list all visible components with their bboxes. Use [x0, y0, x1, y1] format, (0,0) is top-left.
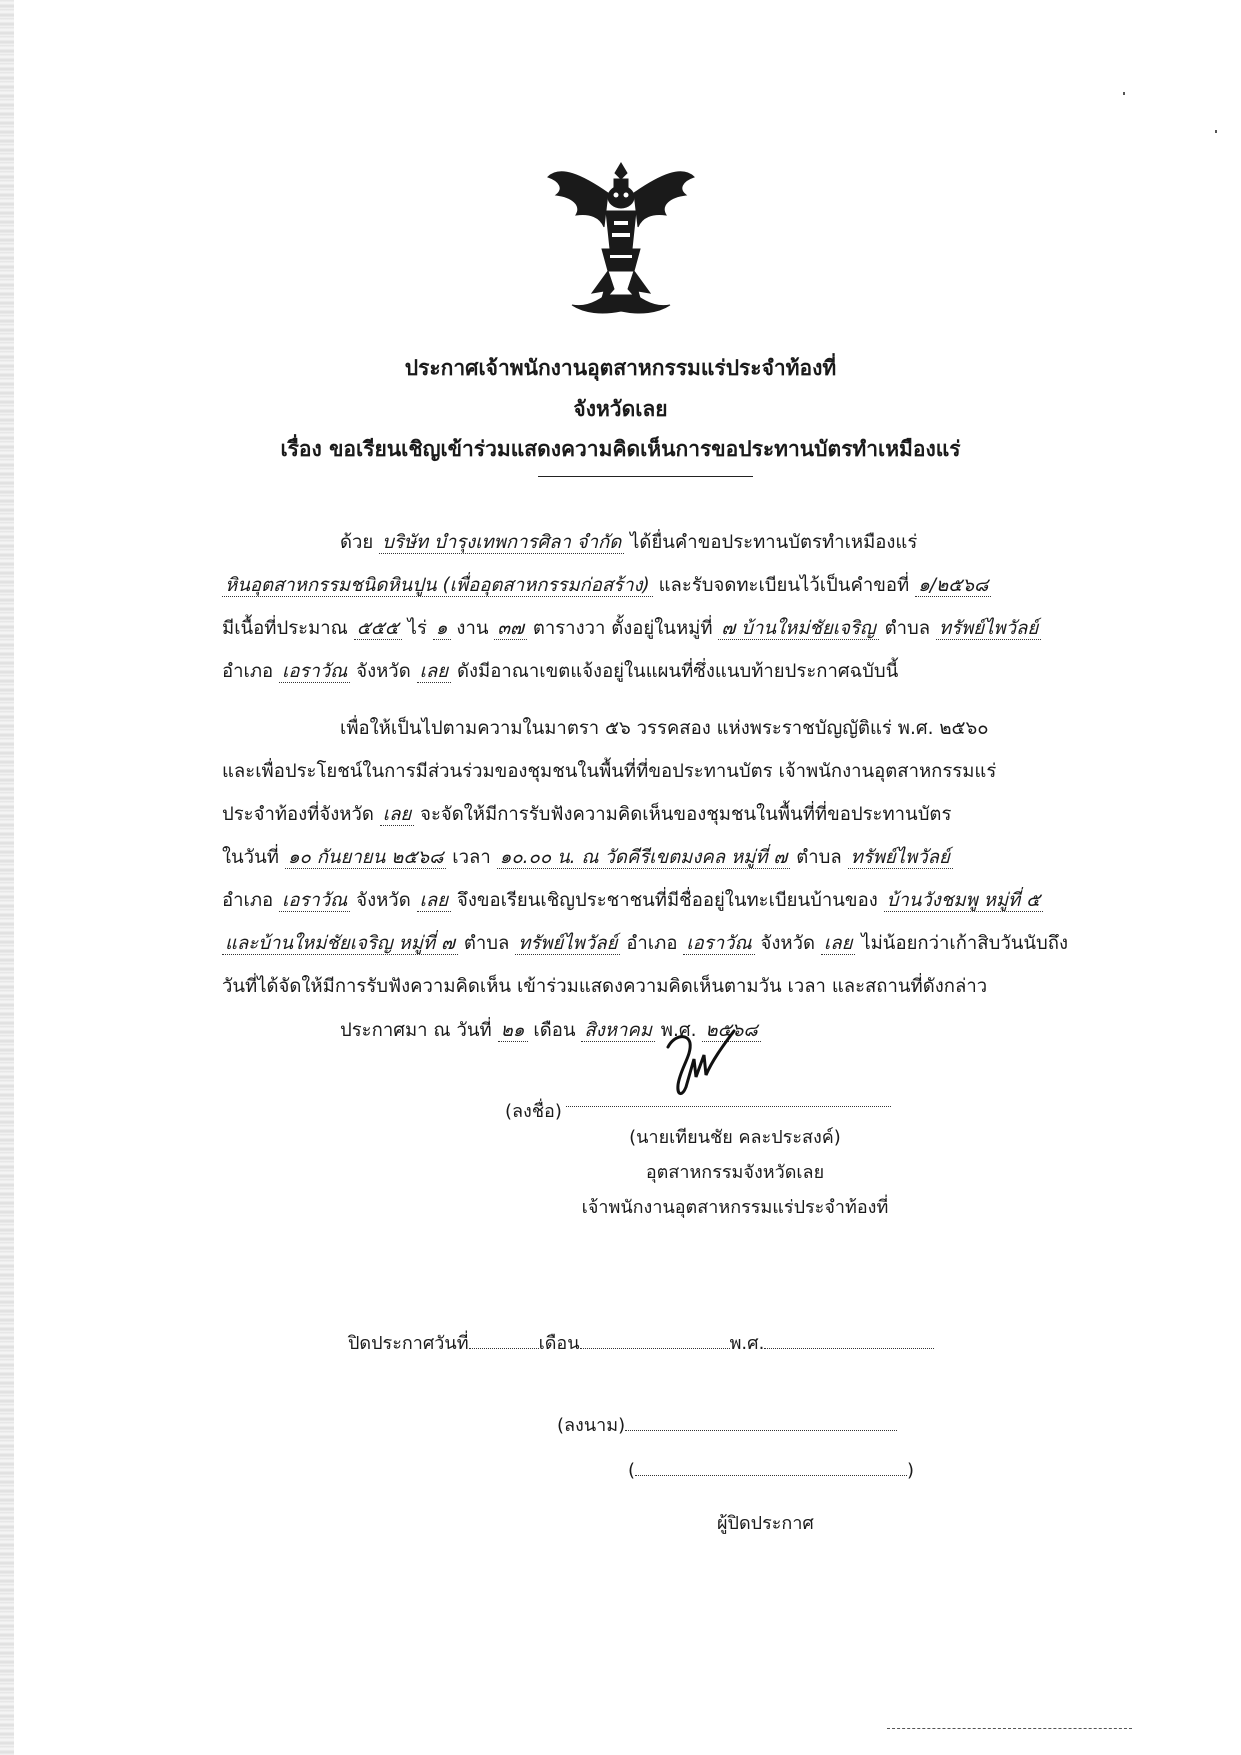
text: มีเนื้อที่ประมาณ	[222, 618, 348, 639]
village: และบ้านใหม่ชัยเจริญ หมู่ที่ ๗	[222, 933, 458, 955]
district: เอราวัณ	[683, 933, 754, 955]
hearing-time-place: ๑๐.๐๐ น. ณ วัดคีรีเขตมงคล หมู่ที่ ๗	[497, 847, 791, 869]
para2-line4	[222, 849, 1042, 868]
announce-month: สิงหาคม	[581, 1020, 654, 1042]
blank-line	[580, 1347, 730, 1349]
para2-line1: เพื่อให้เป็นไปตามความในมาตรา ๕๖ วรรคสอง แห่งพระราชบัญญัติแร่ พ.ศ. ๒๕๖๐	[340, 718, 989, 739]
text: พ.ศ.	[729, 1333, 765, 1354]
scan-edge	[0, 0, 14, 1755]
text: จะจัดให้มีการรับฟังความคิดเห็นของชุมชนในพื้นที่ที่ขอประทานบัตร	[420, 804, 952, 825]
province: เลย	[380, 804, 415, 826]
garuda-emblem-icon	[542, 155, 700, 325]
area-wa: ๓๗	[494, 618, 527, 640]
para1-line2	[222, 577, 1042, 596]
para2-line2: และเพื่อประโยชน์ในการมีส่วนร่วมของชุมชนในพื้นที่ที่ขอประทานบัตร เจ้าพนักงานอุตสาหกรรมแร่	[222, 761, 997, 782]
text: ประกาศมา ณ วันที่	[340, 1020, 492, 1041]
announce-day: ๒๑	[498, 1020, 528, 1042]
poster-role: ผู้ปิดประกาศ	[717, 1513, 814, 1534]
announce-year: ๒๕๖๘	[702, 1020, 760, 1042]
text: จังหวัด	[356, 661, 411, 682]
signature-label: (ลงชื่อ)	[505, 1101, 562, 1122]
subdistrict: ทรัพย์ไพวัลย์	[848, 847, 953, 869]
mineral-type: หินอุตสาหกรรมชนิดหินปูน (เพื่ออุตสาหกรรมก่อสร้าง)	[222, 575, 653, 597]
para1-line4	[222, 663, 1042, 682]
text: ในวันที่	[222, 847, 279, 868]
handwritten-signature	[660, 1025, 740, 1110]
scan-speck	[1123, 92, 1125, 95]
posting-date-line	[348, 1328, 934, 1357]
province: เลย	[417, 890, 452, 912]
para1-line1	[340, 534, 1042, 553]
posting-sign-line	[557, 1410, 897, 1439]
signer-role: เจ้าพนักงานอุตสาหกรรมแร่ประจำท้องที่	[581, 1197, 889, 1218]
blank-line	[625, 1429, 897, 1431]
province: เลย	[821, 933, 856, 955]
title-divider	[538, 476, 753, 477]
para2-line5	[222, 892, 1042, 911]
scan-speck	[1215, 130, 1217, 133]
text: อำเภอ	[222, 661, 274, 682]
text: (	[628, 1460, 636, 1481]
para2-line6	[222, 933, 1068, 954]
text: ปิดประกาศวันที่	[348, 1333, 469, 1354]
text: อำเภอ	[222, 890, 274, 911]
text: ไม่น้อยกว่าเก้าสิบวันนับถึง	[861, 933, 1068, 954]
province: เลย	[417, 661, 452, 683]
blank-line	[764, 1347, 934, 1349]
area-rai: ๕๕๕	[354, 618, 402, 640]
announcement-title: ประกาศเจ้าพนักงานอุตสาหกรรมแร่ประจำท้องที่	[404, 356, 837, 380]
text: เวลา	[452, 847, 491, 868]
text: ตำบล	[796, 847, 842, 868]
text: (ลงนาม)	[557, 1415, 626, 1436]
text: และรับจดทะเบียนไว้เป็นคำขอที่	[658, 575, 910, 596]
text: ประจำท้องที่จังหวัด	[222, 804, 374, 825]
company-name: บริษัท บำรุงเทพการศิลา จำกัด	[379, 532, 624, 554]
text: จังหวัด	[356, 890, 411, 911]
signature-line	[566, 1106, 891, 1107]
footer-dash-line	[887, 1728, 1132, 1729]
text: ได้ยื่นคำขอประทานบัตรทำเหมืองแร่	[630, 532, 918, 553]
subdistrict: ทรัพย์ไพวัลย์	[936, 618, 1041, 640]
text: )	[907, 1460, 915, 1481]
hearing-date: ๑๐ กันยายน ๒๕๖๘	[285, 847, 447, 869]
text: ตารางวา ตั้งอยู่ในหมู่ที่	[532, 618, 713, 639]
area-ngan: ๑	[433, 618, 451, 640]
subject-title: เรื่อง ขอเรียนเชิญเข้าร่วมแสดงความคิดเห็นการขอประทานบัตรทำเหมืองแร่	[280, 437, 961, 461]
application-number: ๑/๒๕๖๘	[915, 575, 991, 597]
text: อำเภอ	[626, 933, 678, 954]
para2-line3	[222, 806, 1042, 825]
signer-name: (นายเทียนชัย คละประสงค์)	[629, 1127, 841, 1148]
text: เดือน	[538, 1333, 580, 1354]
text: จังหวัด	[760, 933, 816, 954]
subdistrict: ทรัพย์ไพวัลย์	[515, 933, 620, 955]
text: จึงขอเรียนเชิญประชาชนที่มีชื่ออยู่ในทะเบียนบ้านของ	[457, 890, 878, 911]
text: ตำบล	[884, 618, 931, 639]
blank-line	[635, 1474, 907, 1476]
para1-line3	[222, 620, 1042, 639]
text: พ.ศ.	[660, 1020, 697, 1041]
text: เดือน	[533, 1020, 576, 1041]
text: ตำบล	[463, 933, 510, 954]
text: ดังมีอาณาเขตแจ้งอยู่ในแผนที่ซึ่งแนบท้ายประกาศฉบับนี้	[457, 661, 899, 682]
posting-name-line	[628, 1460, 914, 1481]
signer-title: อุตสาหกรรมจังหวัดเลย	[645, 1162, 825, 1183]
para2-line7: วันที่ได้จัดให้มีการรับฟังความคิดเห็น เข้าร่วมแสดงความคิดเห็นตามวัน เวลา และสถานที่ดังกล่าว	[222, 976, 988, 997]
village: บ้านวังชมพู หมู่ที่ ๕	[884, 890, 1044, 912]
district: เอราวัณ	[279, 661, 350, 683]
blank-line	[469, 1347, 539, 1349]
district: เอราวัณ	[279, 890, 350, 912]
text: ด้วย	[340, 532, 374, 553]
village: ๗ บ้านใหม่ชัยเจริญ	[718, 618, 878, 640]
province-title: จังหวัดเลย	[573, 397, 668, 421]
text: ไร่	[407, 618, 427, 639]
text: งาน	[456, 618, 489, 639]
